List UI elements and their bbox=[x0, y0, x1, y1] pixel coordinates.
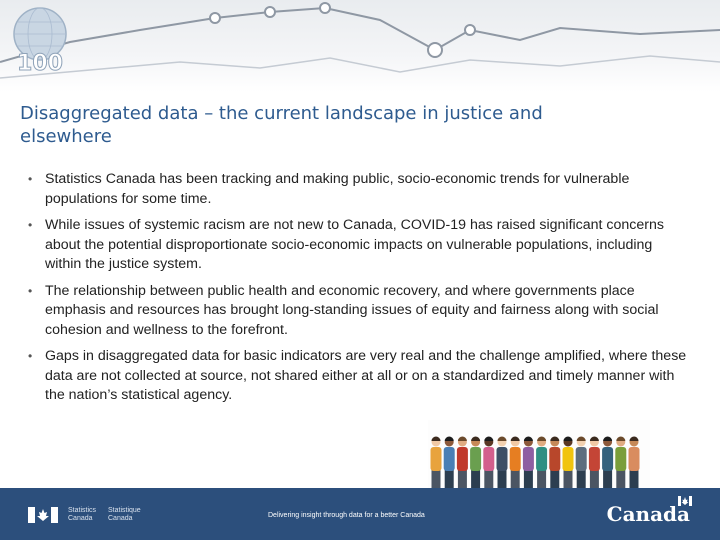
footer-bar bbox=[0, 488, 720, 540]
bullet-text: Statistics Canada has been tracking and making public, socio-economic trends for vulnerable populations for some time. bbox=[45, 171, 630, 207]
bullet-text: While issues of systemic racism are not new to Canada, COVID-19 has raised significant concerns about the potential disproportionate socio-economic impacts on vulnerable populations, including within the justice system. bbox=[45, 217, 664, 272]
bullet-item bbox=[28, 282, 688, 341]
bullet-dot-icon: • bbox=[28, 349, 33, 363]
statcan-logo-en: Statistics Canada bbox=[68, 507, 97, 522]
header-banner bbox=[0, 0, 720, 92]
slide-title: Disaggregated data – the current landscape in justice and elsewhere bbox=[20, 103, 543, 147]
bullet-list bbox=[28, 170, 688, 413]
line-graph-decoration bbox=[0, 0, 720, 92]
statcan-logo-fr: Statistique Canada bbox=[108, 507, 141, 522]
centennial-number: 100 bbox=[17, 51, 63, 76]
bullet-dot-icon: • bbox=[28, 283, 33, 298]
bullet-item bbox=[28, 216, 688, 275]
centennial-globe-icon bbox=[0, 0, 80, 80]
bullet-item bbox=[28, 347, 688, 406]
bullet-dot-icon: • bbox=[28, 218, 33, 232]
bullet-text: Gaps in disaggregated data for basic indicators are very real and the challenge amplified, where these data are not collected at source, not shared either at all or on a standardized and timely manner with the nation’s statistical agency. bbox=[45, 348, 687, 403]
bullet-item bbox=[28, 170, 688, 209]
bullet-text: The relationship between public health and economic recovery, and where governments place emphasis and resources has brought long-standing issues of equity and fairness along with social cohesion and wellness to the forefront. bbox=[45, 282, 659, 338]
canada-flag-icon bbox=[28, 507, 58, 523]
footer-tagline: Delivering insight through data for a better Canada bbox=[268, 512, 425, 519]
bullet-dot-icon: • bbox=[28, 172, 33, 186]
canada-wordmark: Canada bbox=[606, 502, 690, 526]
